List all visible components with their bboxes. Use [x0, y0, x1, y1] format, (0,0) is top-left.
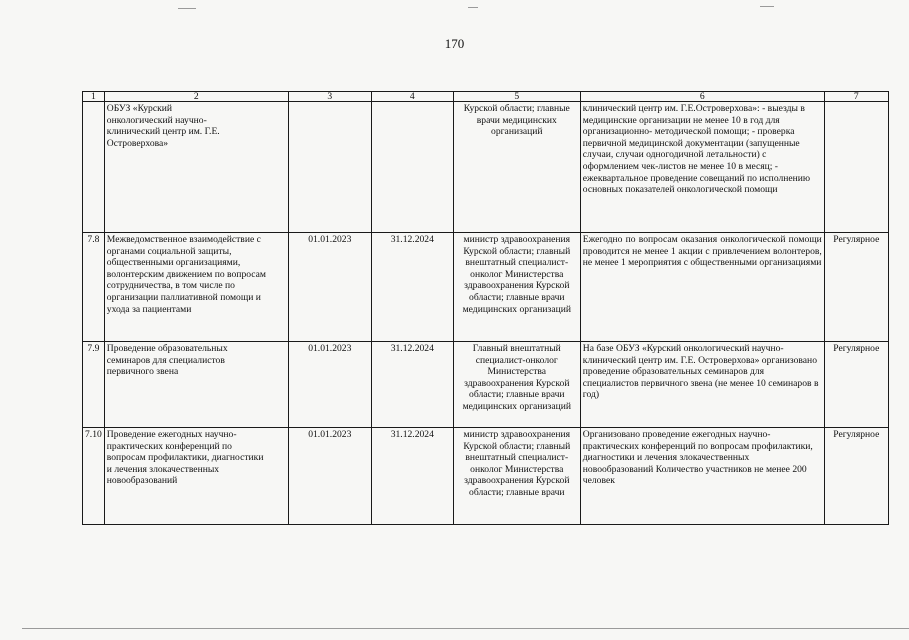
result-cell: Организовано проведение ежегодных научно-практических конференций по вопросам профилактики, диагностики и лечения злокачественных новообразований Количество участников не менее 200 человек [580, 428, 824, 525]
table-row [83, 428, 889, 525]
scan-artifact [178, 8, 196, 9]
end-date-cell: 31.12.2024 [371, 233, 453, 342]
column-header: 6 [580, 92, 824, 102]
frequency-cell: Регулярное [824, 428, 888, 525]
start-date-cell: 01.01.2023 [288, 428, 371, 525]
result-cell: клинический центр им. Г.Е.Островерхова»: - выезды в медицинские организации не менее 10 в год для организационно- методической помощи; - проверка первичной медицинской документации (запущенные случаи, случаи одногодичной летальности) с оформлением чек-листов не менее 10 в месяц; - ежеквартальное проведение совещаний по исполнению основных показателей онкологической помощи [580, 102, 824, 233]
start-date-cell: 01.01.2023 [288, 233, 371, 342]
column-header: 1 [83, 92, 105, 102]
frequency-cell: Регулярное [824, 342, 888, 428]
column-header: 4 [371, 92, 453, 102]
column-header: 2 [104, 92, 288, 102]
plan-table [82, 91, 889, 525]
row-number: 7.8 [83, 233, 105, 342]
table-row [83, 102, 889, 233]
event-cell: ОБУЗ «Курский онкологический научно-клинический центр им. Г.Е. Островерхова» [104, 102, 288, 233]
table-header-row [83, 92, 889, 102]
end-date-cell: 31.12.2024 [371, 342, 453, 428]
event-cell: Проведение ежегодных научно-практических конференций по вопросам профилактики, диагностики и лечения злокачественных новообразований [104, 428, 288, 525]
row-number [83, 102, 105, 233]
end-date-cell: 31.12.2024 [371, 428, 453, 525]
scan-bottom-edge [22, 628, 909, 629]
table-row [83, 233, 889, 342]
result-cell: Ежегодно по вопросам оказания онкологической помощи проводится не менее 1 акции с привлечением волонтеров, не менее 1 мероприятия с общественными организациями [580, 233, 824, 342]
event-cell: Проведение образовательных семинаров для специалистов первичного звена [104, 342, 288, 428]
event-cell: Межведомственное взаимодействие с органами социальной защиты, общественными организациями, волонтерским движением по вопросам сотрудничества, в том числе по организации паллиативной помощи и ухода за пациентами [104, 233, 288, 342]
responsible-cell: министр здравоохранения Курской области; главный внештатный специалист-онколог Министерства здравоохранения Курской области; главные врачи медицинских организаций [453, 233, 580, 342]
column-header: 3 [288, 92, 371, 102]
column-header: 7 [824, 92, 888, 102]
responsible-cell: Главный внештатный специалист-онколог Министерства здравоохранения Курской области; главные врачи медицинских организаций [453, 342, 580, 428]
page-number: 170 [444, 36, 465, 51]
column-header: 5 [453, 92, 580, 102]
scan-artifact [760, 6, 774, 7]
result-cell: На базе ОБУЗ «Курский онкологический научно-клинический центр им. Г.Е. Островерхова» организовано проведение образовательных семинаров для специалистов первичного звена (не менее 10 семинаров в год) [580, 342, 824, 428]
start-date-cell [288, 102, 371, 233]
responsible-cell: Курской области; главные врачи медицинских организаций [453, 102, 580, 233]
row-number: 7.9 [83, 342, 105, 428]
frequency-cell: Регулярное [824, 233, 888, 342]
start-date-cell: 01.01.2023 [288, 342, 371, 428]
scan-artifact [468, 7, 478, 8]
responsible-cell: министр здравоохранения Курской области; главный внештатный специалист-онколог Министерства здравоохранения Курской области; главные врачи [453, 428, 580, 525]
table-row [83, 342, 889, 428]
end-date-cell [371, 102, 453, 233]
row-number: 7.10 [83, 428, 105, 525]
frequency-cell [824, 102, 888, 233]
